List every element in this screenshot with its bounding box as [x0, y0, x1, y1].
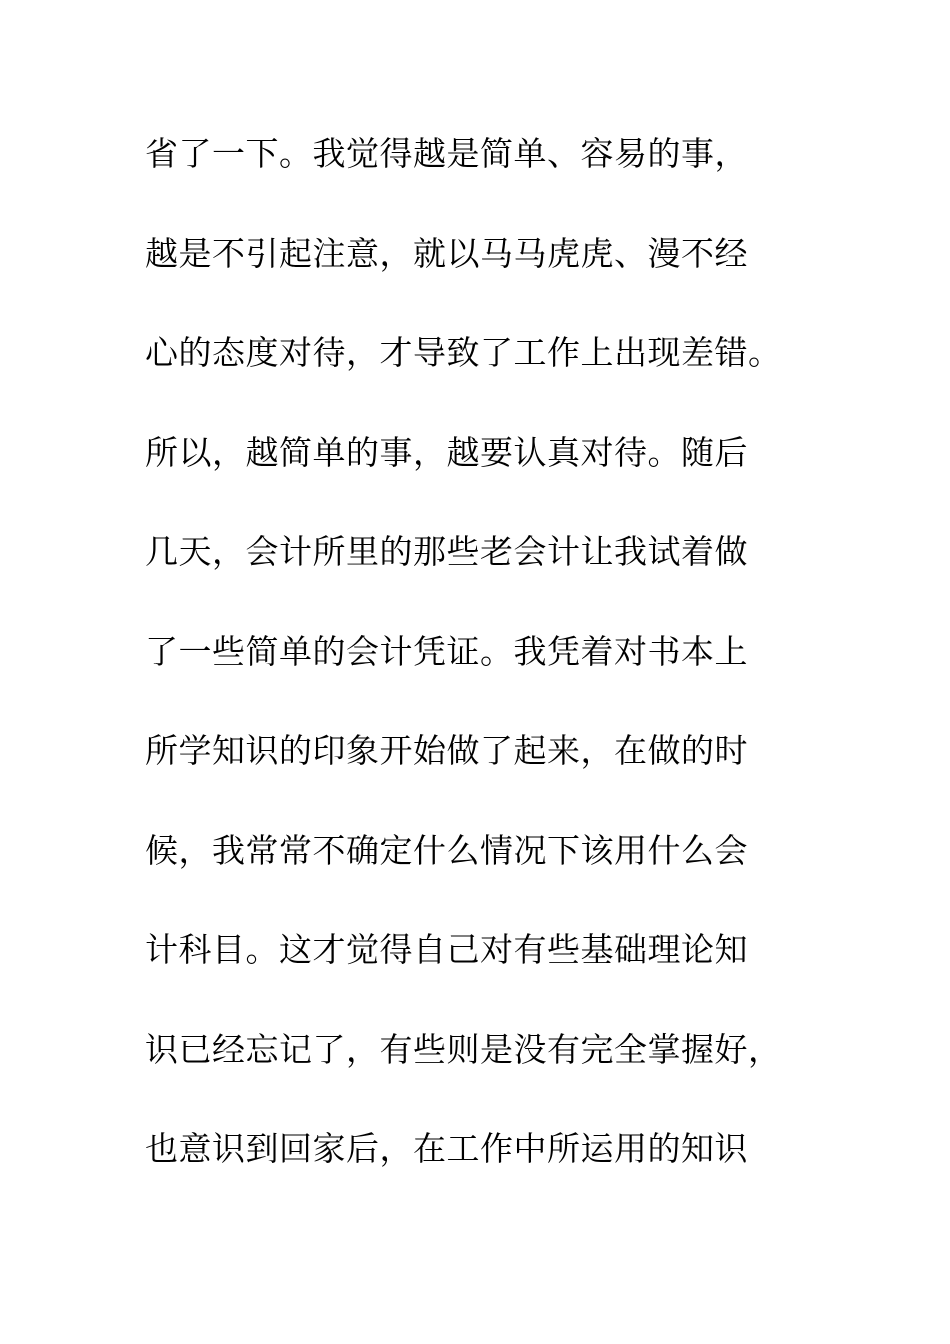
- body-text: [145, 128, 845, 1223]
- text-line: 识已经忘记了，有些则是没有完全掌握好，: [145, 1029, 782, 1069]
- text-line: 所学知识的印象开始做了起来，在做的时: [145, 731, 748, 770]
- text-line: 候，我常常不确定什么情况下该用什么会: [145, 830, 748, 870]
- text-line: 也意识到回家后，在工作中所运用的知识: [145, 1129, 748, 1168]
- text-line: 所以，越简单的事，越要认真对待。随后: [145, 432, 748, 472]
- text-line: 计科目。这才觉得自己对有些基础理论知: [145, 930, 748, 969]
- text-line: 几天，会计所里的那些老会计让我试着做: [145, 532, 748, 571]
- text-line: 了一些简单的会计凭证。我凭着对书本上: [145, 631, 748, 671]
- text-line: 越是不引起注意，就以马马虎虎、漫不经: [145, 233, 748, 273]
- text-line: 心的态度对待，才导致了工作上出现差错。: [145, 333, 782, 372]
- text-line: 省了一下。我觉得越是简单、容易的事，: [145, 134, 748, 173]
